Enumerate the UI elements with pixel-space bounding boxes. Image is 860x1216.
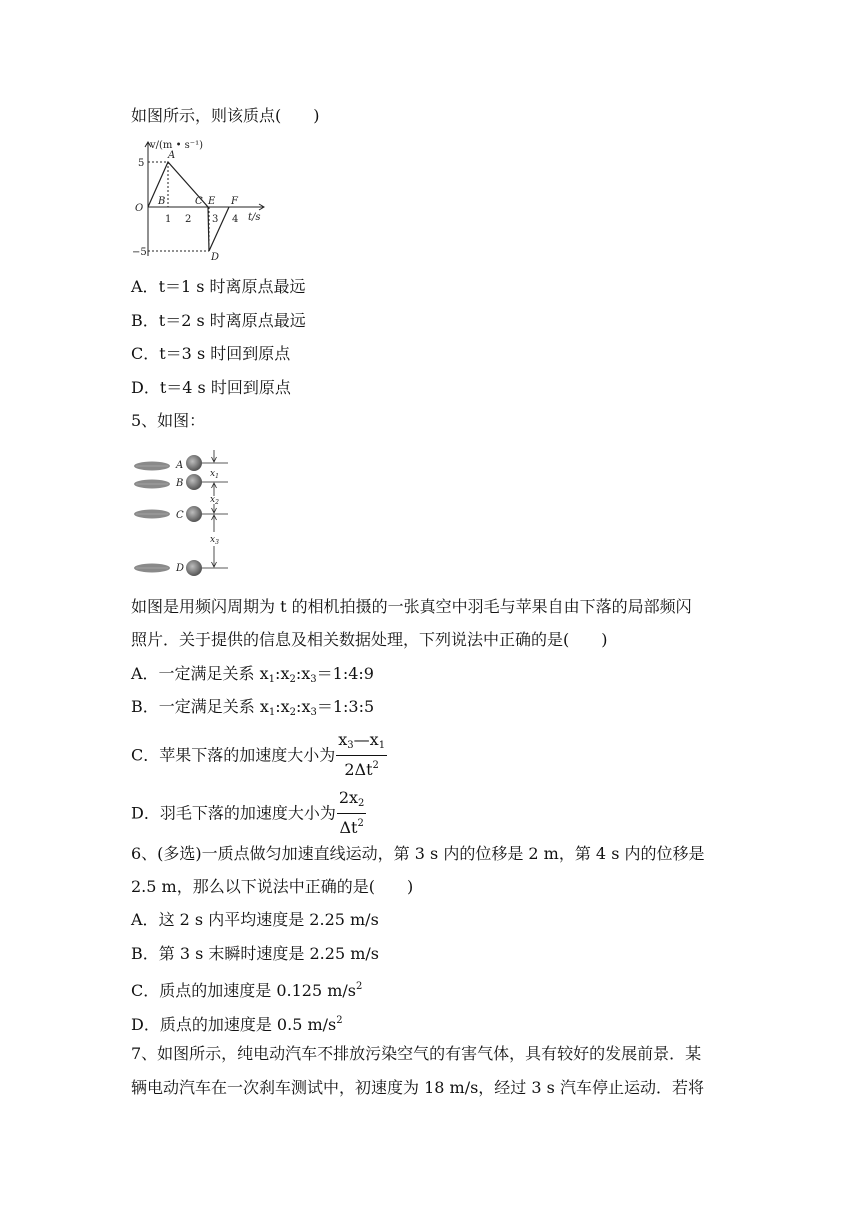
y-axis-label: v/(m • s⁻¹) (150, 140, 203, 151)
point-e: E (208, 196, 216, 207)
point-f: F (231, 196, 238, 207)
velocity-time-graph (128, 138, 268, 262)
point-c: C (195, 196, 203, 207)
q7-line1: 7、如图所示，纯电动汽车不排放污染空气的有害气体，具有较好的发展前景．某 (131, 1044, 702, 1063)
label-b: B (176, 478, 184, 489)
label-c: C (176, 510, 184, 521)
q5-desc-line1: 如图是用频闪周期为 t 的相机拍摄的一张真空中羽毛与苹果自由下落的局部频闪 (131, 597, 692, 616)
origin-label: O (135, 203, 144, 214)
q6-option-d: D．质点的加速度是 0.5 $m/s^2$ (131, 1015, 343, 1034)
q6-line2: 2.5 m，那么以下说法中正确的是( ) (131, 877, 414, 896)
x-tick-2: 2 (185, 214, 192, 225)
q4-option-b: B．t＝2 s 时离原点最远 (131, 311, 306, 330)
x-tick-3: 3 (212, 214, 219, 225)
q4-stem: 如图所示，则该质点( ) (131, 106, 320, 125)
q6-line1: 6、(多选)一质点做匀加速直线运动，第 3 s 内的位移是 2 m，第 4 s 内的位移是 (131, 844, 705, 863)
label-a: A (176, 460, 184, 471)
x-tick-1: 1 (165, 214, 172, 225)
dim-x3: $x_3$ (210, 535, 219, 546)
q5-option-a: A．一定满足关系 $x_1:x_2:x_3=1:4:9$ (131, 664, 374, 685)
q4-option-d: D．t＝4 s 时回到原点 (131, 378, 291, 397)
q5-stem: 5、如图： (131, 411, 206, 430)
q5-option-d: D．羽毛下落的加速度大小为 $\frac{2x_2}{\Delta t^2}$ (131, 788, 365, 837)
fraction-c: $\frac{x_3—x_1}{2\Delta t^2}$ (338, 730, 386, 779)
point-a: A (168, 150, 176, 161)
x-tick-4: 4 (232, 214, 239, 225)
point-d: D (211, 252, 220, 262)
q5-option-b: B．一定满足关系 $x_1:x_2:x_3=1:3:5$ (131, 697, 375, 718)
fraction-d: $\frac{2x_2}{\Delta t^2}$ (338, 788, 365, 837)
q6-option-a: A．这 2 s 内平均速度是 2.25 m/s (131, 910, 379, 929)
x-axis-label: t/s (248, 212, 261, 223)
q5-option-c: C．苹果下落的加速度大小为 $\frac{x_3—x_1}{2\Delta t^2}$ (131, 730, 386, 779)
q4-option-c: C．t＝3 s 时回到原点 (131, 344, 291, 363)
q7-line2: 辆电动汽车在一次刹车测试中，初速度为 18 m/s，经过 3 s 汽车停止运动．若将 (131, 1078, 704, 1097)
strobe-photo-figure (130, 448, 240, 582)
dim-x2: $x_2$ (210, 495, 219, 506)
y-tick-neg5: −5 (132, 247, 147, 258)
dim-x1: $x_1$ (210, 469, 219, 480)
y-tick-5: 5 (138, 158, 145, 169)
q4-option-a: A．t＝1 s 时离原点最远 (131, 277, 306, 296)
q6-option-c: C．质点的加速度是 0.125 $m/s^2$ (131, 981, 363, 1000)
q6-option-b: B．第 3 s 末瞬时速度是 2.25 m/s (131, 944, 379, 963)
point-b: B (158, 196, 166, 207)
label-d: D (176, 563, 185, 574)
q5-desc-line2: 照片．关于提供的信息及相关数据处理，下列说法中正确的是( ) (131, 630, 608, 649)
